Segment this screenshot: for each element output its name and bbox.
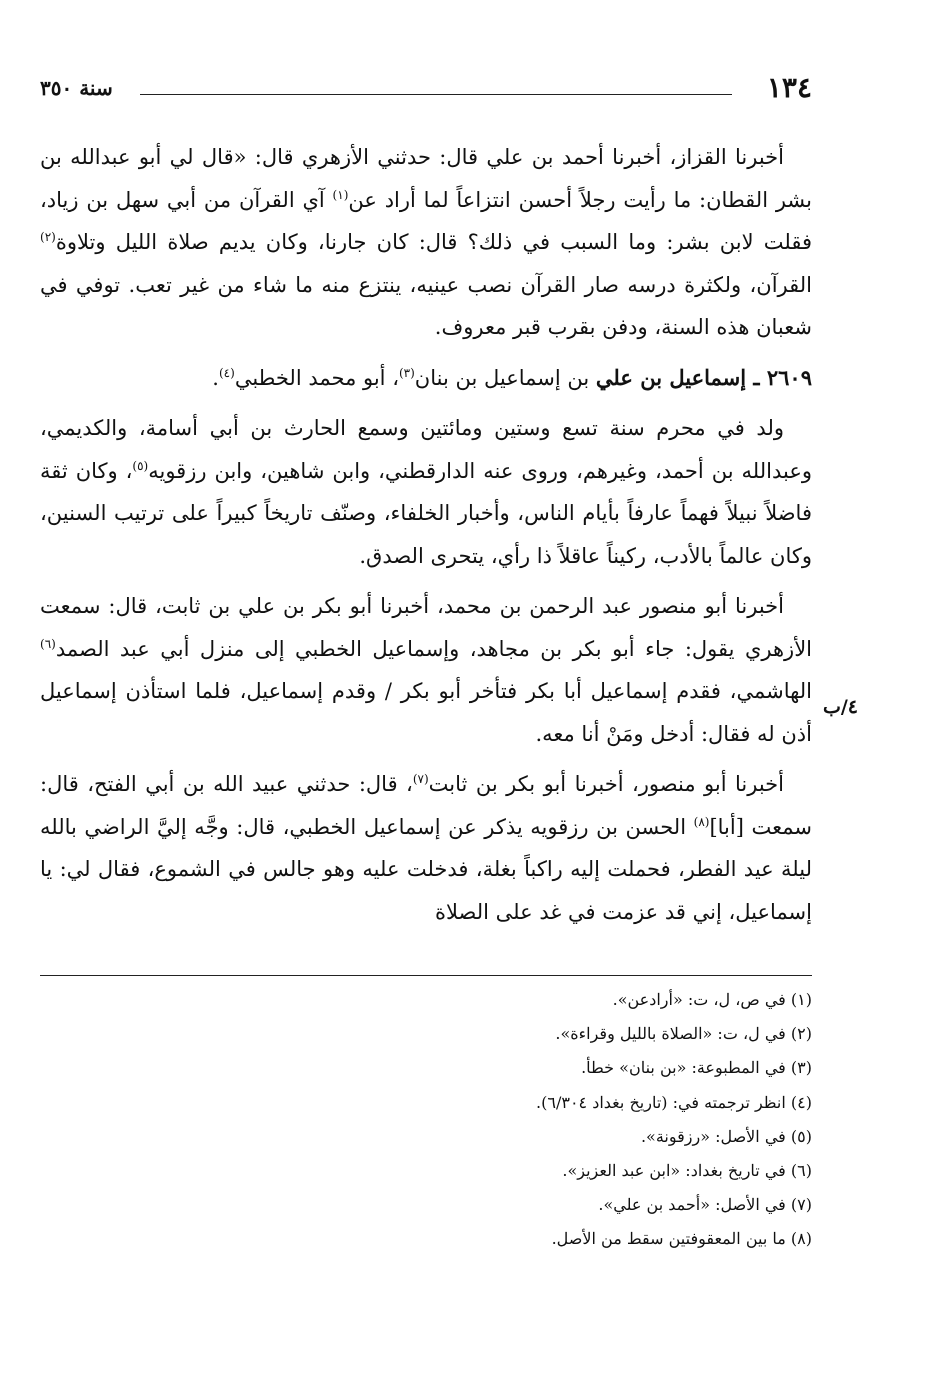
footnote: (٥) في الأصل: «رزقونة». (640, 1126, 812, 1146)
page-number: ١٣٤ (766, 71, 812, 104)
text-run: آي القرآن من أبي سهل بن زياد، فقلت لابن بشر: وما السبب في ذلك؟ قال: كان جارنا، وكان يديم صلاة الليل وتلاوة (40, 187, 812, 254)
text-run: القرآن، ولكثرة درسه صار القرآن نصب عينيه، ينتزع منه ما شاء من غير تعب. توفي في شعبان هذه السنة، ودفن بقرب قبر معروف. (40, 272, 812, 339)
text-run: أخبرنا القزاز، أخبرنا أحمد بن علي قال: حدثني الأزهري قال: «قال لي أبو عبدالله بن بشر القطان: ما رأيت رجلاً أحسن انتزاعاً لما أراد عن (40, 145, 813, 212)
book-page (40, 58, 858, 1358)
footnote-ref-2: (٢) (40, 230, 56, 244)
footnote: (١) في ص، ل، ت: «أرادعن». (612, 990, 812, 1009)
paragraph-1 (40, 136, 812, 349)
text-run: ، وكان ثقة فاضلاً نبيلاً فهماً عارفاً بأيام الناس، وأخبار الخلفاء، وصنّف تاريخاً كبيراً على ترتيب السنين، وكان عالماً بالأدب، ركيناً عاقلاً ذا رأي، يتحرى الصدق. (40, 458, 812, 568)
footnote-ref-7: (٧) (412, 772, 429, 786)
footnote: (٣) في المطبوعة: «بن بنان» خطأ. (581, 1058, 812, 1078)
footnotes (240, 983, 812, 1257)
header-rule (140, 94, 732, 95)
text-run: أخبرنا أبو منصور، أخبرنا أبو بكر بن ثابت (428, 772, 784, 796)
footnote-ref-8: (٨) (693, 814, 710, 829)
page-header (40, 68, 812, 108)
text-run: ، قال: حدثني عبيد الله بن أبي الفتح، قال: سمعت [أبا] (40, 772, 812, 839)
footnote-ref-5: (٥) (132, 458, 149, 473)
footnote: (٨) ما بين المعقوفتين سقط من الأصل. (551, 1229, 812, 1249)
paragraph-3 (40, 585, 812, 755)
footnote-rule (40, 975, 812, 976)
paragraph-2 (40, 407, 812, 577)
running-head: سنة ٣٥٠ (40, 76, 113, 100)
entry-text: . (212, 365, 219, 390)
entry-heading (40, 357, 812, 400)
text-run: الهاشمي، فقدم إسماعيل أبا بكر فتأخر أبو بكر / وقدم إسماعيل، فلما استأذن إسماعيل أذن له فقال: أدخل ومَنْ أنا معه. (40, 679, 812, 746)
footnote-ref-4: (٤) (218, 365, 235, 380)
footnote: (٢) في ل، ت: «الصلاة بالليل وقراءة». (555, 1024, 812, 1044)
text-run: أخبرنا أبو منصور عبد الرحمن بن محمد، أخبرنا أبو بكر بن علي بن ثابت، قال: سمعت الأزهري يقول: جاء أبو بكر بن مجاهد، وإسماعيل الخطبي إلى منزل أبي عبد الصمد (40, 594, 812, 661)
paragraph-4 (40, 763, 812, 933)
entry-number: ٢٦٠٩ ـ (746, 364, 812, 390)
margin-folio-note: ٤/ب (822, 696, 858, 718)
footnote-ref-1: (١) (332, 187, 349, 202)
footnote-ref-6: (٦) (40, 636, 56, 651)
main-text (40, 136, 812, 941)
entry-text: بن إسماعيل بن بنان (414, 365, 596, 390)
footnote-ref-3: (٣) (398, 365, 415, 380)
footnote: (٤) انظر ترجمته في: (تاريخ بغداد ٦/٣٠٤). (536, 1092, 812, 1112)
footnote: (٧) في الأصل: «أحمد بن علي». (598, 1195, 812, 1215)
footnote: (٦) في تاريخ بغداد: «ابن عبد العزيز». (562, 1161, 812, 1181)
entry-name: إسماعيل بن علي (595, 364, 747, 390)
text-run: الحسن بن رزقويه يذكر عن إسماعيل الخطبي، قال: وجَّه إليَّ الراضي بالله ليلة عيد الفطر، فحملت إليه راكباً بغلة، فدخلت عليه وهو جالس في الشموع، فقال لي: يا إسماعيل، إني قد عزمت في غد على الصلاة (40, 814, 812, 924)
entry-text: ، أبو محمد الخطبي (234, 365, 399, 390)
text-run: ولد في محرم سنة تسع وستين ومائتين وسمع الحارث بن أبي أسامة، والكديمي، وعبدالله بن أحمد، وغيرهم، وروى عنه الدارقطني، وابن شاهين، وابن رزقويه (40, 416, 812, 483)
